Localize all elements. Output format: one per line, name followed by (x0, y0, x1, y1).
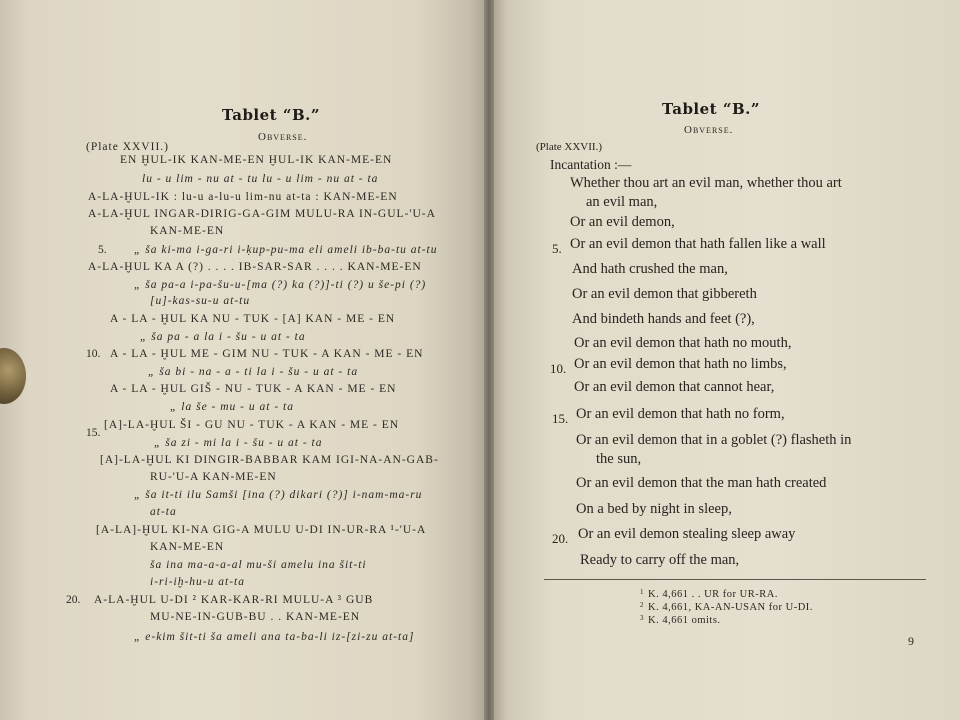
left-text-line: [u]-kas-su-u at-tu (150, 295, 251, 307)
left-text-line: A-LA-ḪUL U-DI ² KAR-KAR-RI MULU-A ³ GUB (94, 594, 374, 606)
left-text-line: RU-'U-A KAN-ME-EN (150, 471, 277, 483)
left-line-number: 5. (98, 244, 107, 256)
left-text-line: A-LA-ḪUL INGAR-DIRIG-GA-GIM MULU-RA IN-GUL-'U-A (88, 208, 436, 220)
left-page-title: Tablet “B.” (222, 106, 320, 124)
left-text-line: KAN-ME-EN (150, 541, 225, 553)
right-text-line: On a bed by night in sleep, (576, 501, 732, 517)
left-text-line: „ ša pa-a i-pa-šu-u-[ma (?) ka (?)]-ti (?) u še-pi (?) (134, 279, 427, 291)
right-page-title: Tablet “B.” (662, 100, 760, 118)
left-text-line: i-ri-iḫ-hu-u at-ta (150, 576, 245, 588)
footnote-marker: 2 (640, 601, 644, 609)
left-text-line: [A-LA]-ḪUL KI-NA GIG-A MULU U-DI IN-UR-RA ¹-'U-A (96, 524, 427, 536)
left-text-line: „ ša bi - na - a - ti la i - šu - u at - ta (148, 366, 359, 378)
right-text-line: Or an evil demon that hath fallen like a wall (570, 236, 826, 252)
right-line-number: 20. (552, 531, 569, 546)
book-gutter (484, 0, 494, 720)
footnote-text: K. 4,661, KA-AN-USAN for U-DI. (648, 602, 813, 613)
left-text-line: KAN-ME-EN (150, 225, 225, 237)
right-text-line: Or an evil demon that in a goblet (?) flasheth in (576, 432, 852, 448)
right-text-line: (Plate XXVII.) (536, 141, 602, 153)
left-text-line: „ ša zi - mi la i - šu - u at - ta (154, 437, 323, 449)
right-text-line: Ready to carry off the man, (580, 552, 740, 568)
left-line-number: 15. (86, 427, 101, 439)
right-text-line: Incantation :— (550, 157, 632, 172)
footnote-text: K. 4,661 omits. (648, 615, 721, 626)
left-text-line: „ ša ki-ma i-ga-ri i-ḳup-pu-ma eli ameli ib-ba-tu at-tu (134, 244, 438, 256)
footnote-marker: 3 (640, 614, 644, 622)
right-line-number: 15. (552, 411, 569, 426)
right-page-subtitle: Obverse. (684, 124, 734, 136)
left-text-line: ša ina ma-a-a-al mu-ši amelu ina šit-ti (150, 559, 367, 571)
footnote-rule (544, 579, 926, 580)
right-text-line: And hath crushed the man, (572, 261, 728, 277)
right-text-line: Or an evil demon that hath no mouth, (574, 335, 792, 351)
left-line-number: 10. (86, 348, 101, 360)
right-text-line: Whether thou art an evil man, whether thou art (570, 175, 842, 191)
book-clip (0, 348, 26, 404)
left-text-line: [A]-LA-ḪUL ŠI - GU NU - TUK - A KAN - ME - EN (104, 419, 400, 431)
left-text-line: at-ta (150, 506, 177, 518)
left-text-line: EN ḪUL-IK KAN-ME-EN ḪUL-IK KAN-ME-EN (120, 154, 393, 166)
right-text-line: And bindeth hands and feet (?), (572, 311, 755, 327)
footnote-text: K. 4,661 . . UR for UR-RA. (648, 589, 778, 600)
left-text-line: A-LA-ḪUL-IK : lu-u a-lu-u lim-nu at-ta : KAN-ME-EN (88, 191, 398, 203)
left-text-line: (Plate XXVII.) (86, 141, 169, 153)
left-text-line: A - LA - ḪUL GIŠ - NU - TUK - A KAN - ME - EN (110, 383, 397, 395)
left-text-line: A-LA-ḪUL KA A (?) . . . . IB-SAR-SAR . . . . KAN-ME-EN (88, 261, 422, 273)
right-text-line: Or an evil demon that hath no limbs, (574, 356, 787, 372)
right-text-line: Or an evil demon that cannot hear, (574, 379, 775, 395)
right-text-line: Or an evil demon that the man hath created (576, 475, 827, 491)
right-text-line: Or an evil demon that gibbereth (572, 286, 757, 302)
left-text-line: „ ša pa - a la i - šu - u at - ta (140, 331, 306, 343)
left-text-line: A - LA - ḪUL ME - GIM NU - TUK - A KAN - ME - EN (110, 348, 424, 360)
left-text-line: lu - u lim - nu at - tu lu - u lim - nu at - ta (142, 173, 379, 185)
right-text-line: Or an evil demon, (570, 214, 675, 230)
left-line-number: 20. (66, 594, 81, 606)
right-text-line: Or an evil demon that hath no form, (576, 406, 785, 422)
right-text-line: Or an evil demon stealing sleep away (578, 526, 796, 542)
left-page-subtitle: Obverse. (258, 131, 308, 143)
left-text-line: A - LA - ḪUL KA NU - TUK - [A] KAN - ME - EN (110, 313, 396, 325)
left-text-line: „ e-kim šit-ti ša ameli ana ta-ba-li iz-[zi-zu at-ta] (134, 631, 415, 643)
right-line-number: 5. (552, 241, 562, 256)
footnote-marker: 1 (640, 588, 644, 596)
left-text-line: „ la še - mu - u at - ta (170, 401, 294, 413)
left-text-line: [A]-LA-ḪUL KI DINGIR-BABBAR KAM IGI-NA-AN-GAB- (100, 454, 439, 466)
left-text-line: „ ša it-ti ilu Samši [ina (?) dikari (?)] i-nam-ma-ru (134, 489, 423, 501)
right-text-line: the sun, (596, 451, 642, 467)
page-number: 9 (908, 634, 914, 648)
right-text-line: an evil man, (586, 194, 658, 210)
left-text-line: MU-NE-IN-GUB-BU . . KAN-ME-EN (150, 611, 361, 623)
right-line-number: 10. (550, 361, 567, 376)
